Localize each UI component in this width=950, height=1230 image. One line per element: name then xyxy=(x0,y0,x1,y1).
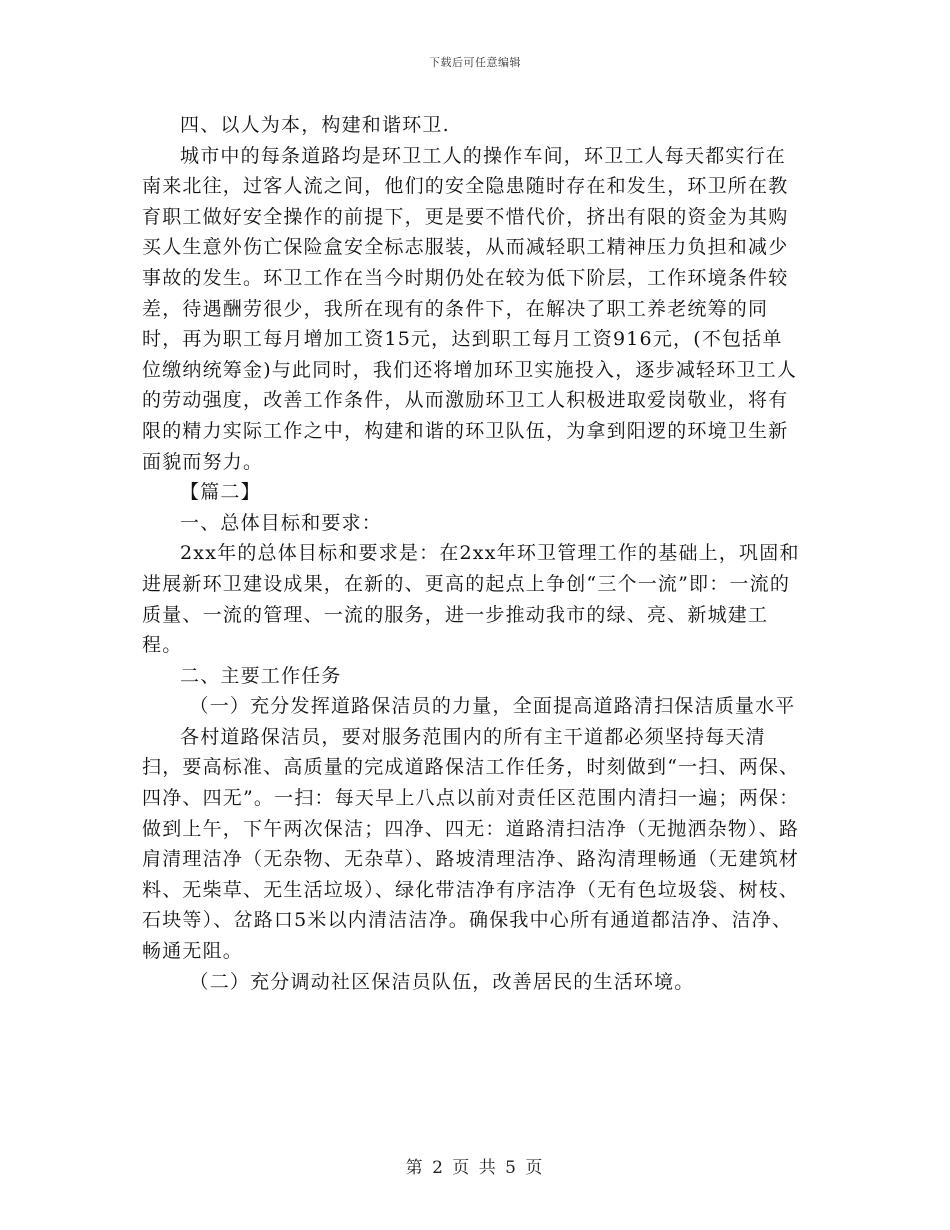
paragraph-sanitation-workers: 城市中的每条道路均是环卫工人的操作车间，环卫工人每天都实行在南来北往，过客人流之间，他们的安全隐患随时存在和发生，环卫所在教育职工做好安全操作的前提下，更是要不惜代价，挤出有限的资金为其购买人生意外伤亡保险盒安全标志服装，从而减轻职工精神压力负担和减少事故的发生。环卫工作在当今时期仍处在较为低下阶层，工作环境条件较差，待遇酬劳很少，我所在现有的条件下，在解决了职工养老统筹的同时，再为职工每月增加工资15元，达到职工每月工资916元，(不包括单位缴纳统筹金)与此同时，我们还将增加环卫实施投入，逐步减轻环卫工人的劳动强度，改善工作条件，从而激励环卫工人积极进取爱岗敬业，将有限的精力实际工作之中，构建和谐的环卫队伍，为拿到阳逻的环境卫生新面貌而努力。 xyxy=(142,144,798,473)
paragraph-goals: 2xx年的总体目标和要求是：在2xx年环卫管理工作的基础上，巩固和进展新环卫建设成果，在新的、更高的起点上争创“三个一流”即：一流的质量、一流的管理、一流的服务，进一步推动我市的绿、亮、新城建工程。 xyxy=(142,542,800,657)
page-header: 下载后可任意编辑 xyxy=(429,56,521,69)
part-two-heading: 【篇二】 xyxy=(180,481,261,504)
section-heading-four: 四、以人为本，构建和谐环卫. xyxy=(180,114,450,136)
section-heading-goals: 一、总体目标和要求： xyxy=(180,511,383,534)
section-heading-tasks: 二、主要工作任务 xyxy=(180,664,342,687)
page-footer: 第 2 页 共 5 页 xyxy=(405,1158,545,1178)
subsection-heading-one: （一）充分发挥道路保洁员的力量，全面提高道路清扫保洁质量水平 xyxy=(189,695,796,718)
paragraph-road-cleaning: 各村道路保洁员，要对服务范围内的所有主干道都必须坚持每天清扫，要高标准、高质量的完成道路保洁工作任务，时刻做到“一扫、两保、四净、四无”。一扫：每天早上八点以前对责任区范围内清扫一遍；两保：做到上午，下午两次保洁；四净、四无：道路清扫洁净（无抛洒杂物）、路肩清理洁净（无杂物、无杂草）、路坡清理洁净、路沟清理畅通（无建筑材料、无柴草、无生活垃圾）、绿化带洁净有序洁净（无有色垃圾袋、树枝、石块等）、岔路口5米以内清洁洁净。确保我中心所有通道都洁净、洁净、畅通无阻。 xyxy=(142,725,800,963)
document-body xyxy=(142,110,802,997)
subsection-heading-two: （二）充分调动社区保洁员队伍，改善居民的生活环境。 xyxy=(189,970,695,993)
